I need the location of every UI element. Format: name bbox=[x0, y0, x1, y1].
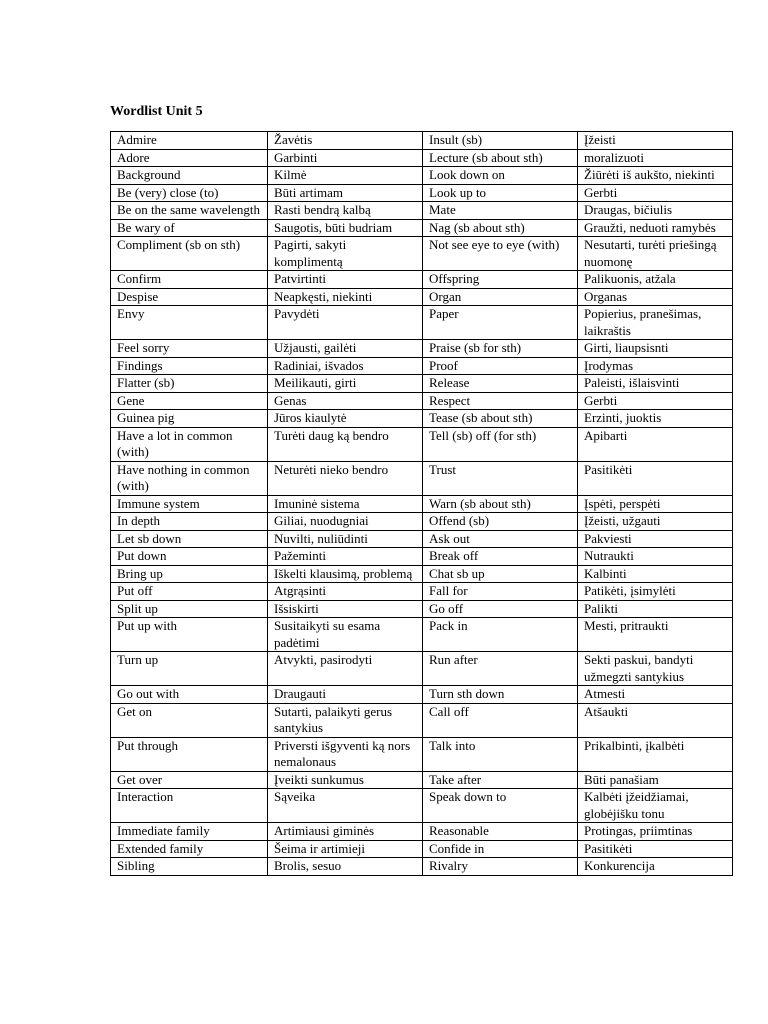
table-cell-lithuanian-translation: Būti artimam bbox=[268, 184, 423, 202]
table-row bbox=[111, 737, 733, 771]
table-cell-lithuanian-translation: Sutarti, palaikyti gerus santykius bbox=[268, 703, 423, 737]
table-cell-lithuanian-translation: Organas bbox=[578, 288, 733, 306]
table-cell-lithuanian-translation: Įžeisti bbox=[578, 132, 733, 150]
table-cell-english-term: Envy bbox=[111, 306, 268, 340]
table-cell-lithuanian-translation: Atgrąsinti bbox=[268, 583, 423, 601]
table-cell-lithuanian-translation: Nuvilti, nuliūdinti bbox=[268, 530, 423, 548]
wordlist-body bbox=[111, 132, 733, 876]
table-cell-english-term: Put up with bbox=[111, 618, 268, 652]
table-cell-lithuanian-translation: Išsiskirti bbox=[268, 600, 423, 618]
table-cell-english-term: Break off bbox=[423, 548, 578, 566]
table-row bbox=[111, 513, 733, 531]
table-row bbox=[111, 288, 733, 306]
page-title: Wordlist Unit 5 bbox=[110, 104, 203, 119]
table-cell-english-term: Admire bbox=[111, 132, 268, 150]
table-cell-lithuanian-translation: Brolis, sesuo bbox=[268, 858, 423, 876]
table-cell-english-term: Respect bbox=[423, 392, 578, 410]
table-cell-lithuanian-translation: Kalbinti bbox=[578, 565, 733, 583]
table-row bbox=[111, 703, 733, 737]
table-cell-english-term: Feel sorry bbox=[111, 340, 268, 358]
table-cell-lithuanian-translation: Įspėti, perspėti bbox=[578, 495, 733, 513]
table-cell-lithuanian-translation: Būti panašiam bbox=[578, 771, 733, 789]
table-row bbox=[111, 392, 733, 410]
table-cell-lithuanian-translation: Draugauti bbox=[268, 686, 423, 704]
table-cell-lithuanian-translation: Jūros kiaulytė bbox=[268, 410, 423, 428]
table-cell-english-term: Call off bbox=[423, 703, 578, 737]
table-cell-english-term: Not see eye to eye (with) bbox=[423, 237, 578, 271]
table-row bbox=[111, 686, 733, 704]
table-cell-english-term: Offend (sb) bbox=[423, 513, 578, 531]
table-cell-lithuanian-translation: Žiūrėti iš aukšto, niekinti bbox=[578, 167, 733, 185]
table-cell-english-term: Run after bbox=[423, 652, 578, 686]
table-cell-english-term: Look down on bbox=[423, 167, 578, 185]
table-cell-english-term: Rivalry bbox=[423, 858, 578, 876]
table-cell-lithuanian-translation: Patikėti, įsimylėti bbox=[578, 583, 733, 601]
table-cell-english-term: Immediate family bbox=[111, 823, 268, 841]
table-cell-lithuanian-translation: Nutraukti bbox=[578, 548, 733, 566]
wordlist-table bbox=[110, 131, 733, 876]
table-cell-english-term: Put through bbox=[111, 737, 268, 771]
table-row bbox=[111, 427, 733, 461]
table-row bbox=[111, 600, 733, 618]
table-row bbox=[111, 618, 733, 652]
table-cell-english-term: Paper bbox=[423, 306, 578, 340]
table-row bbox=[111, 495, 733, 513]
table-cell-english-term: Insult (sb) bbox=[423, 132, 578, 150]
table-row bbox=[111, 184, 733, 202]
table-cell-lithuanian-translation: Patvirtinti bbox=[268, 271, 423, 289]
table-cell-lithuanian-translation: Girti, liaupsisnti bbox=[578, 340, 733, 358]
table-cell-english-term: Look up to bbox=[423, 184, 578, 202]
table-row bbox=[111, 340, 733, 358]
table-cell-english-term: Take after bbox=[423, 771, 578, 789]
table-row bbox=[111, 375, 733, 393]
table-cell-english-term: Mate bbox=[423, 202, 578, 220]
table-cell-english-term: Organ bbox=[423, 288, 578, 306]
table-cell-english-term: Extended family bbox=[111, 840, 268, 858]
table-cell-english-term: Be on the same wavelength bbox=[111, 202, 268, 220]
table-cell-english-term: Be (very) close (to) bbox=[111, 184, 268, 202]
table-cell-lithuanian-translation: Meilikauti, girti bbox=[268, 375, 423, 393]
table-row bbox=[111, 565, 733, 583]
table-cell-english-term: Reasonable bbox=[423, 823, 578, 841]
table-cell-english-term: Trust bbox=[423, 461, 578, 495]
table-cell-lithuanian-translation: Apibarti bbox=[578, 427, 733, 461]
table-cell-english-term: Go out with bbox=[111, 686, 268, 704]
table-cell-lithuanian-translation: Radiniai, išvados bbox=[268, 357, 423, 375]
table-cell-lithuanian-translation: Įrodymas bbox=[578, 357, 733, 375]
table-cell-lithuanian-translation: Mesti, pritraukti bbox=[578, 618, 733, 652]
table-cell-lithuanian-translation: Kalbėti įžeidžiamai, globėjišku tonu bbox=[578, 789, 733, 823]
table-cell-english-term: Split up bbox=[111, 600, 268, 618]
table-cell-lithuanian-translation: Kilmė bbox=[268, 167, 423, 185]
table-cell-english-term: Chat sb up bbox=[423, 565, 578, 583]
table-cell-lithuanian-translation: Žavėtis bbox=[268, 132, 423, 150]
table-cell-english-term: Get on bbox=[111, 703, 268, 737]
table-row bbox=[111, 548, 733, 566]
table-row bbox=[111, 652, 733, 686]
table-cell-lithuanian-translation: Užjausti, gailėti bbox=[268, 340, 423, 358]
table-cell-english-term: Background bbox=[111, 167, 268, 185]
table-cell-lithuanian-translation: Palikti bbox=[578, 600, 733, 618]
table-cell-lithuanian-translation: Neturėti nieko bendro bbox=[268, 461, 423, 495]
table-cell-english-term: Gene bbox=[111, 392, 268, 410]
table-cell-lithuanian-translation: Atvykti, pasirodyti bbox=[268, 652, 423, 686]
table-cell-lithuanian-translation: Pavydėti bbox=[268, 306, 423, 340]
table-cell-english-term: Turn up bbox=[111, 652, 268, 686]
table-cell-lithuanian-translation: Pažeminti bbox=[268, 548, 423, 566]
table-cell-english-term: Ask out bbox=[423, 530, 578, 548]
table-row bbox=[111, 202, 733, 220]
table-cell-english-term: Compliment (sb on sth) bbox=[111, 237, 268, 271]
table-cell-lithuanian-translation: Draugas, bičiulis bbox=[578, 202, 733, 220]
table-cell-lithuanian-translation: Garbinti bbox=[268, 149, 423, 167]
table-cell-lithuanian-translation: Paleisti, išlaisvinti bbox=[578, 375, 733, 393]
table-cell-english-term: Immune system bbox=[111, 495, 268, 513]
table-cell-lithuanian-translation: Konkurencija bbox=[578, 858, 733, 876]
table-cell-english-term: Go off bbox=[423, 600, 578, 618]
table-row bbox=[111, 219, 733, 237]
table-cell-english-term: Put off bbox=[111, 583, 268, 601]
table-cell-english-term: Proof bbox=[423, 357, 578, 375]
table-cell-english-term: Despise bbox=[111, 288, 268, 306]
table-cell-lithuanian-translation: Iškelti klausimą, problemą bbox=[268, 565, 423, 583]
table-cell-english-term: Bring up bbox=[111, 565, 268, 583]
table-cell-lithuanian-translation: Gerbti bbox=[578, 184, 733, 202]
table-cell-english-term: Tell (sb) off (for sth) bbox=[423, 427, 578, 461]
table-cell-lithuanian-translation: Pakviesti bbox=[578, 530, 733, 548]
table-cell-english-term: Have nothing in common (with) bbox=[111, 461, 268, 495]
table-cell-lithuanian-translation: Įveikti sunkumus bbox=[268, 771, 423, 789]
table-row bbox=[111, 271, 733, 289]
table-cell-english-term: Offspring bbox=[423, 271, 578, 289]
table-cell-english-term: Speak down to bbox=[423, 789, 578, 823]
table-cell-lithuanian-translation: Erzinti, juoktis bbox=[578, 410, 733, 428]
table-cell-lithuanian-translation: Priversti išgyventi ką nors nemalonaus bbox=[268, 737, 423, 771]
table-row bbox=[111, 149, 733, 167]
table-cell-lithuanian-translation: Imuninė sistema bbox=[268, 495, 423, 513]
table-row bbox=[111, 771, 733, 789]
table-cell-lithuanian-translation: moralizuoti bbox=[578, 149, 733, 167]
table-cell-lithuanian-translation: Atšaukti bbox=[578, 703, 733, 737]
table-cell-lithuanian-translation: Susitaikyti su esama padėtimi bbox=[268, 618, 423, 652]
table-row bbox=[111, 132, 733, 150]
table-cell-lithuanian-translation: Rasti bendrą kalbą bbox=[268, 202, 423, 220]
table-row bbox=[111, 840, 733, 858]
table-cell-lithuanian-translation: Turėti daug ką bendro bbox=[268, 427, 423, 461]
table-cell-lithuanian-translation: Palikuonis, atžala bbox=[578, 271, 733, 289]
table-row bbox=[111, 306, 733, 340]
table-cell-english-term: Put down bbox=[111, 548, 268, 566]
table-cell-english-term: Adore bbox=[111, 149, 268, 167]
table-cell-lithuanian-translation: Genas bbox=[268, 392, 423, 410]
table-row bbox=[111, 167, 733, 185]
table-cell-english-term: Talk into bbox=[423, 737, 578, 771]
table-cell-lithuanian-translation: Gerbti bbox=[578, 392, 733, 410]
table-cell-english-term: In depth bbox=[111, 513, 268, 531]
table-row bbox=[111, 237, 733, 271]
table-cell-lithuanian-translation: Artimiausi giminės bbox=[268, 823, 423, 841]
table-cell-lithuanian-translation: Pasitikėti bbox=[578, 840, 733, 858]
table-cell-english-term: Tease (sb about sth) bbox=[423, 410, 578, 428]
table-cell-english-term: Get over bbox=[111, 771, 268, 789]
table-cell-lithuanian-translation: Saugotis, būti budriam bbox=[268, 219, 423, 237]
table-cell-english-term: Guinea pig bbox=[111, 410, 268, 428]
table-cell-english-term: Lecture (sb about sth) bbox=[423, 149, 578, 167]
table-cell-lithuanian-translation: Sekti paskui, bandyti užmegzti santykius bbox=[578, 652, 733, 686]
table-cell-lithuanian-translation: Atmesti bbox=[578, 686, 733, 704]
table-cell-english-term: Findings bbox=[111, 357, 268, 375]
table-cell-english-term: Pack in bbox=[423, 618, 578, 652]
table-cell-english-term: Confide in bbox=[423, 840, 578, 858]
table-cell-lithuanian-translation: Giliai, nuodugniai bbox=[268, 513, 423, 531]
table-cell-english-term: Let sb down bbox=[111, 530, 268, 548]
table-cell-lithuanian-translation: Pasitikėti bbox=[578, 461, 733, 495]
table-cell-lithuanian-translation: Protingas, priimtinas bbox=[578, 823, 733, 841]
table-cell-lithuanian-translation: Pagirti, sakyti komplimentą bbox=[268, 237, 423, 271]
table-cell-english-term: Praise (sb for sth) bbox=[423, 340, 578, 358]
table-row bbox=[111, 789, 733, 823]
table-cell-english-term: Turn sth down bbox=[423, 686, 578, 704]
table-cell-lithuanian-translation: Nesutarti, turėti priešingą nuomonę bbox=[578, 237, 733, 271]
table-cell-lithuanian-translation: Įžeisti, užgauti bbox=[578, 513, 733, 531]
table-row bbox=[111, 823, 733, 841]
table-cell-lithuanian-translation: Prikalbinti, įkalbėti bbox=[578, 737, 733, 771]
table-row bbox=[111, 583, 733, 601]
table-cell-english-term: Have a lot in common (with) bbox=[111, 427, 268, 461]
table-cell-english-term: Be wary of bbox=[111, 219, 268, 237]
table-row bbox=[111, 858, 733, 876]
table-row bbox=[111, 461, 733, 495]
table-cell-english-term: Confirm bbox=[111, 271, 268, 289]
table-row bbox=[111, 410, 733, 428]
table-cell-english-term: Nag (sb about sth) bbox=[423, 219, 578, 237]
table-cell-english-term: Fall for bbox=[423, 583, 578, 601]
table-row bbox=[111, 357, 733, 375]
table-cell-english-term: Interaction bbox=[111, 789, 268, 823]
table-cell-lithuanian-translation: Šeima ir artimieji bbox=[268, 840, 423, 858]
table-cell-lithuanian-translation: Popierius, pranešimas, laikraštis bbox=[578, 306, 733, 340]
table-cell-english-term: Release bbox=[423, 375, 578, 393]
table-cell-lithuanian-translation: Sąveika bbox=[268, 789, 423, 823]
table-cell-lithuanian-translation: Graužti, neduoti ramybės bbox=[578, 219, 733, 237]
table-row bbox=[111, 530, 733, 548]
table-cell-english-term: Warn (sb about sth) bbox=[423, 495, 578, 513]
table-cell-lithuanian-translation: Neapkęsti, niekinti bbox=[268, 288, 423, 306]
table-cell-english-term: Flatter (sb) bbox=[111, 375, 268, 393]
table-cell-english-term: Sibling bbox=[111, 858, 268, 876]
